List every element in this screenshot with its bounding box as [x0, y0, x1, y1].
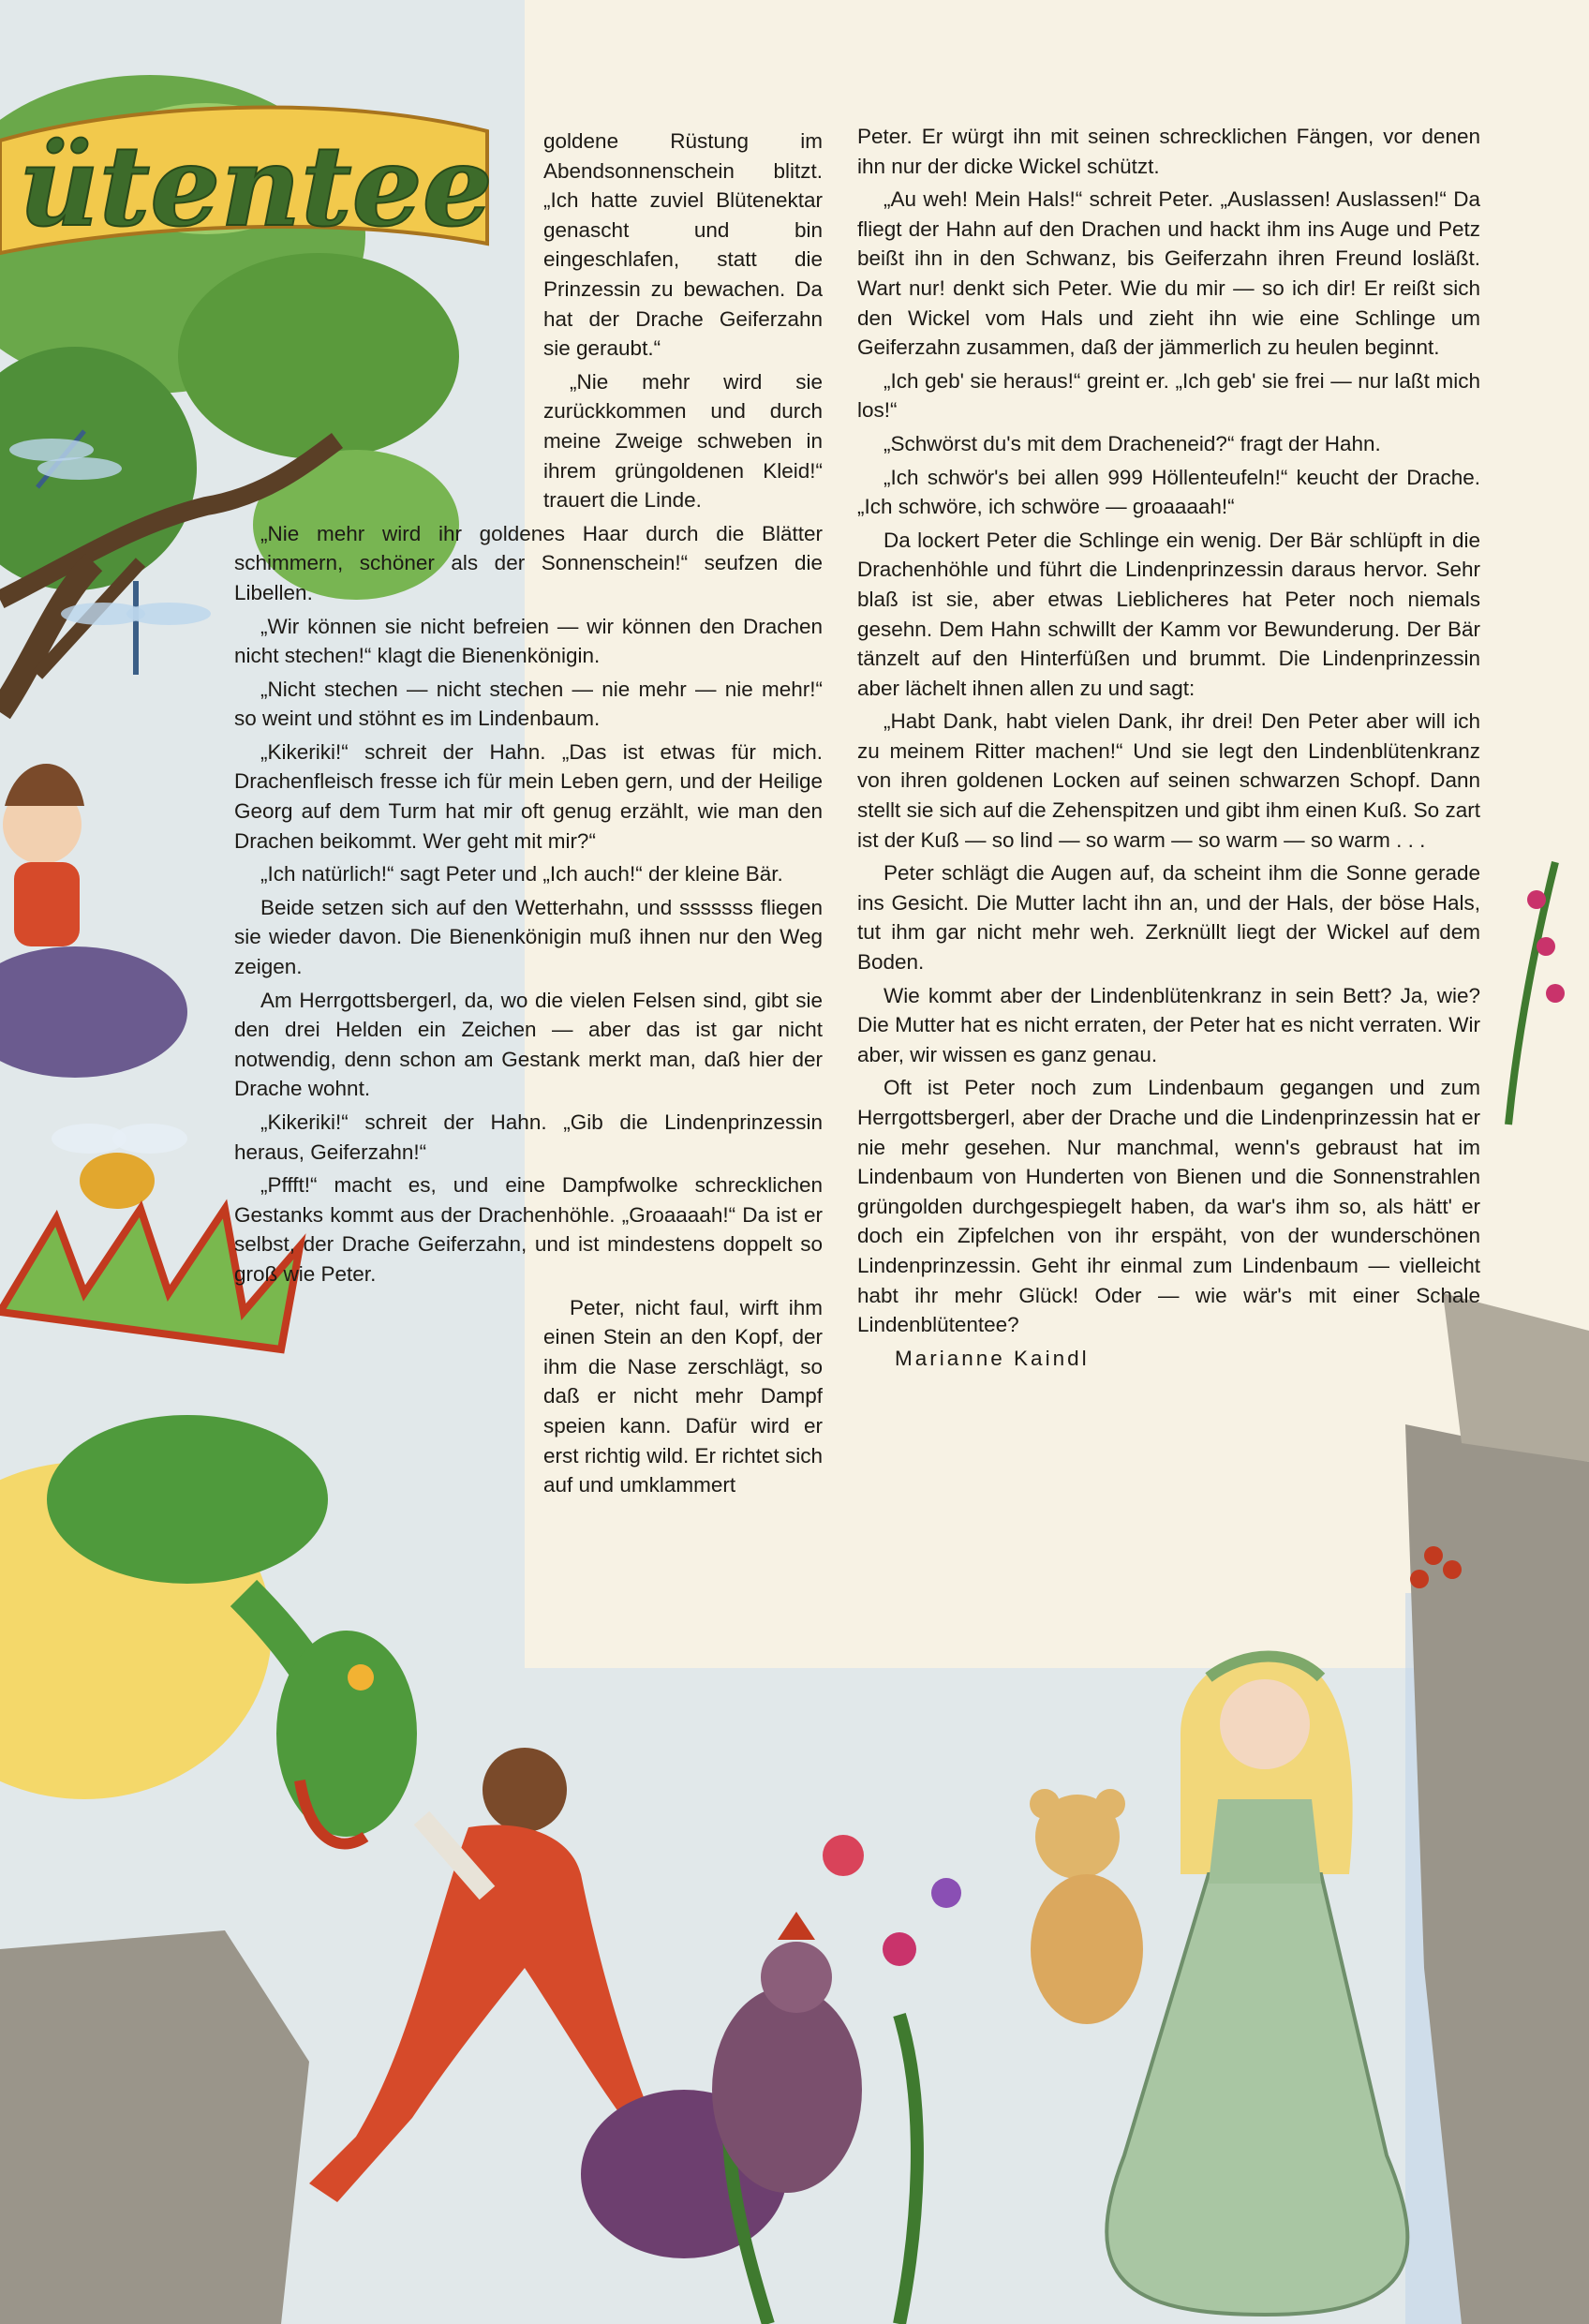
paragraph: „Ich natürlich!“ sagt Peter und „Ich auch!“ der kleine Bär. [260, 862, 783, 886]
paragraph: „Nicht stechen — nicht stechen — nie mehr — nie mehr!“ so weint und stöhnt es im Lindenbaum. [234, 677, 823, 731]
paragraph: Peter, nicht faul, wirft ihm einen Stein an den Kopf, der ihm die Nase zerschlägt, so daß er nicht mehr Dampf speien kann. Dafür wird er erst richtig wild. Er richtet sich auf und umklammert [543, 1295, 823, 1497]
title-text: ütentee [19, 121, 493, 251]
paragraph: „Habt Dank, habt vielen Dank, ihr drei! Den Peter aber will ich zu meinem Ritter machen!“ Und sie legt den Lindenblütenkranz von ihren goldenen Locken auf seinen schwarzen Schopf. Dann stellt sie sich auf die Zehenspitzen und gibt ihm einen Kuß. So zart ist der Kuß — so lind — so warm — so warm — so warm . . . [857, 709, 1480, 852]
paragraph: „Nie mehr wird ihr goldenes Haar durch die Blätter schimmern, schöner als der Sonnenschein!“ seufzen die Libellen. [234, 521, 823, 604]
paragraph: Am Herrgottsbergerl, da, wo die vielen Felsen sind, gibt sie den drei Helden ein Zeichen — aber das ist gar nicht notwendig, denn schon am Gestank merkt man, daß hier der Drache wohnt. [234, 988, 823, 1101]
paragraph: Peter. Er würgt ihn mit seinen schrecklichen Fängen, vor denen ihn nur der dicke Wickel schützt. [857, 125, 1480, 178]
paragraph: Da lockert Peter die Schlinge ein wenig. Der Bär schlüpft in die Drachenhöhle und führt die Lindenprinzessin daraus hervor. Sehr blaß ist sie, aber etwas Lieblicheres hat Peter noch niemals gesehn. Dem Hahn schwillt der Kamm vor Bewunderung. Der Bär tänzelt auf den Hinterfüßen und brummt. Die Lindenprinzessin aber lächelt ihnen allen zu und sagt: [857, 528, 1480, 700]
paragraph: „Nie mehr wird sie zurückkommen und durch meine Zweige schweben in ihrem grüngoldenen Kleid!“ trauert die Linde. [543, 369, 823, 513]
paragraph: goldene Rüstung im Abendsonnenschein blitzt. „Ich hatte zuviel Blütenektar genascht und bin eingeschlafen, statt die Prinzessin zu bewachen. Da hat der Drache Geiferzahn sie geraubt.“ [543, 129, 823, 361]
paragraph: Wie kommt aber der Lindenblütenkranz in sein Bett? Ja, wie? Die Mutter hat es nicht erraten, der Peter hat es nicht verraten. Wir aber, wir wissen es ganz genau. [857, 983, 1480, 1066]
paragraph: „Ich schwör's bei allen 999 Höllenteufeln!“ keucht der Drache. „Ich schwöre, ich schwöre — groaaaah!“ [857, 465, 1480, 519]
paragraph: Beide setzen sich auf den Wetterhahn, und sssssss fliegen sie wieder davon. Die Bienenkönigin muß ihnen nur den Weg zeigen. [234, 895, 823, 979]
author-byline: Marianne Kaindl [895, 1346, 1090, 1370]
paragraph: Peter schlägt die Augen auf, da scheint ihm die Sonne gerade ins Gesicht. Die Mutter lacht ihn an, und der Hals, der böse Hals, tut ihm gar nicht mehr weh. Zerknüllt liegt der Wickel auf dem Boden. [857, 861, 1480, 975]
story-column-2 [857, 122, 1480, 1377]
paragraph: „Kikeriki!“ schreit der Hahn. „Gib die Lindenprinzessin heraus, Geiferzahn!“ [234, 1110, 823, 1164]
paragraph: Oft ist Peter noch zum Lindenbaum gegangen und zum Herrgottsbergerl, aber der Drache und die Lindenprinzessin hat er nie mehr gesehen. Nur manchmal, wenn's gebraust hat im Lindenbaum von Hunderten von Bienen und die Sonnenstrahlen grüngolden durchgespiegelt haben, da war's ihm so, als hätt' er doch ein Zipfelchen von ihr erspäht, von der wunderschönen Lindenprinzessin. Geht ihr einmal zum Lindenbaum — vielleicht habt ihr mehr Glück! Oder — wie wär's mit einer Schale Lindenblütentee? [857, 1076, 1480, 1337]
paragraph: „Kikeriki!“ schreit der Hahn. „Das ist etwas für mich. Drachenfleisch fresse ich für mein Leben gern, und der Heilige Georg auf dem Turm hat mir oft genug erzählt, wie man den Drachen beikommt. Wer geht mit mir?“ [234, 739, 823, 853]
paragraph: „Wir können sie nicht befreien — wir können den Drachen nicht stechen!“ klagt die Bienenkönigin. [234, 614, 823, 668]
paragraph: „Ich geb' sie heraus!“ greint er. „Ich geb' sie frei — nur laßt mich los!“ [857, 368, 1480, 423]
paragraph: „Au weh! Mein Hals!“ schreit Peter. „Auslassen! Auslassen!“ Da fliegt der Hahn auf den Drachen und hackt ihm ins Auge und Petz beißt ihn in den Schwanz, bis Geiferzahn ihren Freund losläßt. Wart nur! denkt sich Peter. Wie du mir — so ich dir! Er reißt sich den Wickel vom Hals und zieht ihn wie eine Schlinge um Geiferzahn zusammen, daß der jämmerlich zu heulen beginnt. [857, 187, 1480, 360]
paragraph: „Schwörst du's mit dem Dracheneid?“ fragt der Hahn. [884, 431, 1381, 455]
story-column-1 [234, 127, 823, 1504]
paragraph: „Pffft!“ macht es, und eine Dampfwolke schrecklichen Gestanks kommt aus der Drachenhöhle. „Groaaaah!“ Da ist er selbst, der Drache Geiferzahn, und ist mindestens doppelt so groß wie Peter. [234, 1173, 823, 1286]
